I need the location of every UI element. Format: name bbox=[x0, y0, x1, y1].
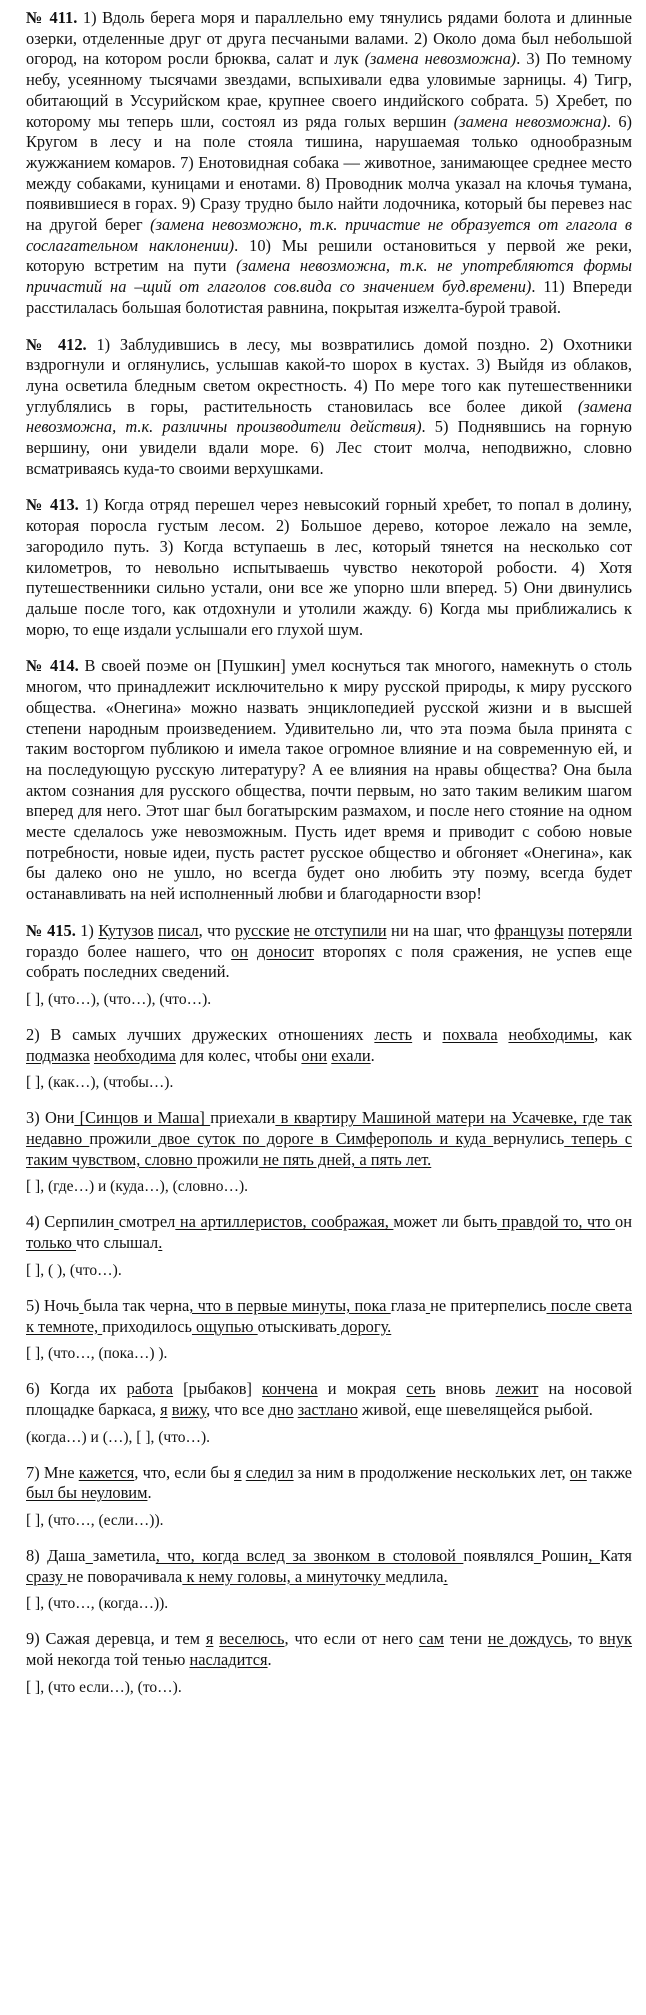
sentence-item bbox=[26, 1108, 632, 1170]
sentence-member: . bbox=[158, 1233, 163, 1253]
sentence-scheme: [ ], (что…, (когда…)). bbox=[26, 1595, 169, 1613]
sentence-member: сам bbox=[418, 1629, 444, 1649]
note: (замена невозможна) bbox=[453, 111, 607, 131]
sentence-member: не дождусь bbox=[487, 1629, 569, 1649]
sentence-member: он bbox=[569, 1462, 587, 1482]
text-fragment: не притерпелись bbox=[430, 1295, 547, 1315]
sentence-member: на артиллеристов, соображая, bbox=[175, 1212, 394, 1232]
text-fragment: . 6) Кругом в лесу и на поле стояла тишина, нарушаемая только однообразным жужжанием комаров. 7) Енотовидная собака — животное, занимающее среднее место между собаками, куницами и енотами. 8) Проводник молча указал на клочья тумана, появившиеся в горах. 9) Сразу трудно было найти лодочника, который бы перевез нас на другой берег bbox=[26, 111, 632, 235]
sentence-member: французы bbox=[494, 920, 564, 940]
sentence-scheme: [ ], ( ), (что…). bbox=[26, 1261, 122, 1279]
text-fragment: 1) Заблудившись в лесу, мы возвратились домой поздно. 2) Охотники вздрогнули и оглянулись, услышав какой-то шорох в кустах. 3) Выйдя из облаков, луна осветила бледным светом окрестность. 4) По мере того как путешественники углублялись в горы, растительность становилась все более дикой bbox=[26, 334, 632, 416]
text-fragment: может ли быть bbox=[393, 1212, 498, 1232]
exercise-413 bbox=[26, 495, 632, 640]
text-fragment: заметила bbox=[92, 1546, 156, 1566]
exercise-412 bbox=[26, 335, 632, 480]
sentence-item bbox=[26, 1629, 632, 1670]
sentence-member: он bbox=[231, 941, 249, 961]
text-fragment: не поворачивала bbox=[67, 1566, 183, 1586]
sentence-scheme: [ ], (где…) и (куда…), (словно…). bbox=[26, 1178, 249, 1196]
note: (замена невозможна) bbox=[364, 49, 517, 69]
exercise-number: № 413. bbox=[26, 495, 79, 515]
sentence-item bbox=[26, 1379, 632, 1420]
sentence-member: не отступили bbox=[293, 920, 387, 940]
sentence-scheme: (когда…) и (…), [ ], (что…). bbox=[26, 1428, 211, 1446]
sentence-member: двое суток по дороге в Симферополь и куда bbox=[151, 1129, 494, 1149]
sentence-scheme: [ ], (что…, (если…)). bbox=[26, 1512, 164, 1530]
sentence-member: работа bbox=[126, 1379, 174, 1399]
text-fragment: . bbox=[267, 1650, 272, 1670]
exercise-number: № 415. bbox=[26, 920, 76, 940]
text-fragment: , как bbox=[594, 1024, 632, 1044]
exercise-number: № 414. bbox=[26, 656, 79, 676]
exercise-415 bbox=[26, 921, 632, 1699]
sentence-member: теперь с таким чувством, словно bbox=[26, 1129, 632, 1169]
sentence-member: русские bbox=[234, 920, 290, 940]
text-fragment: он bbox=[615, 1212, 632, 1232]
text-fragment: , что bbox=[198, 920, 235, 940]
exercise-number: № 411. bbox=[26, 8, 78, 27]
text-fragment: , что если от него bbox=[284, 1629, 419, 1649]
text-fragment: для колес, чтобы bbox=[175, 1045, 302, 1065]
text-fragment: вернулись bbox=[493, 1129, 565, 1149]
text-fragment: , то bbox=[568, 1629, 600, 1649]
sentence-scheme: [ ], (как…), (чтобы…). bbox=[26, 1074, 174, 1092]
text-fragment: , что, если бы bbox=[134, 1462, 234, 1482]
text-fragment: была так черна bbox=[83, 1295, 190, 1315]
sentence-member: после света к темноте, bbox=[26, 1295, 632, 1336]
sentence-member: подмазка bbox=[26, 1045, 90, 1065]
sentence-member: кажется bbox=[78, 1462, 135, 1482]
text-fragment: также bbox=[586, 1462, 632, 1482]
exercise-415-items bbox=[26, 921, 632, 1699]
sentence-member: я bbox=[160, 1399, 168, 1419]
text-fragment: 6) Когда их bbox=[26, 1379, 127, 1399]
text-fragment: ни на шаг, что bbox=[386, 920, 495, 940]
text-fragment: 7) Мне bbox=[26, 1462, 79, 1482]
sentence-member: сеть bbox=[406, 1379, 436, 1399]
sentence-member: лесть bbox=[374, 1024, 413, 1044]
text-fragment: 1) Вдоль берега моря и параллельно ему тянулись рядами болота и длинные озерки, отделенные друг от друга песчаными валами. 2) Около дома был небольшой огород, на котором росли брюква, салат и лук bbox=[26, 8, 632, 69]
text-fragment: [рыбаков] bbox=[173, 1379, 263, 1399]
note: (замена невозможна, т.к. не употребляются формы причастий на –щий от глаголов сов.вида со значением буд.времени) bbox=[26, 256, 632, 297]
sentence-member: застлано bbox=[297, 1399, 358, 1419]
text-fragment: мой некогда той тенью bbox=[26, 1650, 190, 1670]
sentence-member: дорогу. bbox=[336, 1316, 392, 1336]
sentence-member: Кутузов bbox=[98, 920, 154, 940]
text-fragment bbox=[498, 1025, 509, 1044]
sentence-member: кончена bbox=[262, 1379, 318, 1399]
sentence-scheme: [ ], (что если…), (то…). bbox=[26, 1678, 182, 1696]
sentence-item bbox=[26, 1463, 632, 1504]
text-fragment: 9) Сажая деревца, и тем bbox=[26, 1629, 206, 1649]
text-fragment: Рошин bbox=[541, 1546, 589, 1566]
text-fragment: Катя bbox=[599, 1546, 632, 1566]
sentence-member: внук bbox=[599, 1629, 632, 1649]
text-fragment: 8) Даша bbox=[26, 1546, 86, 1566]
text-fragment: . 10) Мы решили остановиться у первой же реки, которую встретим на пути bbox=[26, 235, 632, 276]
text-fragment: и bbox=[412, 1024, 443, 1044]
sentence-member: необходима bbox=[93, 1045, 176, 1065]
sentence-member: необходимы bbox=[508, 1024, 595, 1044]
exercise-414 bbox=[26, 656, 632, 904]
sentence-item bbox=[26, 1212, 632, 1253]
sentence-member: вижу bbox=[171, 1399, 207, 1419]
sentence-member: я bbox=[205, 1629, 214, 1649]
exercise-411 bbox=[26, 8, 632, 319]
sentence-member: похвала bbox=[442, 1024, 498, 1044]
sentence-member: к нему головы, а минуточку bbox=[182, 1566, 386, 1586]
sentence-scheme: [ ], (что…, (пока…) ). bbox=[26, 1345, 168, 1363]
sentence-member: насладится bbox=[189, 1650, 268, 1670]
text-fragment: тени bbox=[444, 1629, 488, 1649]
sentence-member: , что в первые минуты, пока bbox=[189, 1295, 391, 1315]
text-fragment: живой, еще шевелящейся рыбой. bbox=[357, 1399, 593, 1419]
sentence-member: в квартиру Машиной матери на Усачевке, где так недавно bbox=[26, 1108, 632, 1149]
sentence-member: . bbox=[443, 1566, 448, 1586]
sentence-item bbox=[26, 921, 632, 983]
text-fragment: приходилось bbox=[102, 1316, 192, 1336]
sentence-item bbox=[26, 1546, 632, 1587]
exercise-text: 1) Когда отряд перешел через невысокий горный хребет, то попал в долину, которая поросла густым лесом. 2) Большое дерево, которое лежало на земле, загородило путь. 3) Когда вступаешь в лес, который тянется на несколько сот километров, то невольно испытываешь чувство некоторой робости. 4) Хотя путешественники сильно устали, они все же упорно шли вперед. 5) Они двинулись дальше после того, как отдохнули и утолили жажду. 6) Когда мы приближались к морю, то еще издали услышали его глухой шум. bbox=[26, 495, 632, 639]
text-fragment: приехали bbox=[210, 1108, 276, 1128]
sentence-member: веселюсь bbox=[219, 1629, 285, 1649]
text-fragment: 2) В самых лучших дружеских отношениях bbox=[26, 1024, 375, 1044]
text-fragment: 3) Они bbox=[26, 1108, 75, 1128]
text-fragment: медлила bbox=[385, 1566, 444, 1586]
text-fragment: , что все bbox=[206, 1399, 269, 1419]
text-fragment: появлялся bbox=[463, 1546, 534, 1566]
sentence-member: был бы неуловим bbox=[26, 1483, 148, 1503]
text-fragment: за ним в продолжение нескольких лет, bbox=[293, 1462, 570, 1482]
sentence-member: сразу bbox=[26, 1566, 68, 1586]
sentence-scheme: [ ], (что…), (что…), (что…). bbox=[26, 990, 212, 1008]
sentence-member: ощупью bbox=[191, 1316, 258, 1336]
sentence-item bbox=[26, 1296, 632, 1337]
text-fragment: . bbox=[147, 1483, 152, 1503]
sentence-member: правдой то, что bbox=[497, 1212, 616, 1232]
text-fragment: смотрел bbox=[118, 1212, 176, 1232]
sentence-member: [Синцов и Маша] bbox=[74, 1108, 211, 1128]
sentence-member: лежит bbox=[495, 1379, 539, 1399]
sentence-member: следил bbox=[245, 1462, 294, 1482]
text-fragment: . 5) Поднявшись на горную вершину, они увидели вдали море. 6) Лес стоит молча, неподвижно, словно всматриваясь куда-то своими верхушками. bbox=[26, 417, 632, 478]
text-fragment: и мокрая bbox=[317, 1379, 407, 1399]
exercise-text: В своей поэме он [Пушкин] умел коснуться так многого, намекнуть о столь многом, что принадлежит исключительно к миру русской природы, к миру русского общества. «Онегина» можно назвать энциклопедией русской жизни и в высшей степени народным произведением. Удивительно ли, что эта поэма была принята с таким восторгом публикою и имела такое огромное влияние и на современную ей, и на последующую русскую литературу? А ее влияния на нравы общества? Она была актом сознания для русского общества, почти первым, но зато таким великим шагом вперед для него. Этот шаг был богатырским размахом, и после него стояние на одном месте сделалось уже невозможным. Пусть идет время и приводит с собою новые потребности, новые идеи, пусть растет русское общество и обгоняет «Онегина», как бы далеко оно не ушло, но всегда будет оно любить эту поэму, всегда будет останавливать на ней исполненный любви и благодарности взор! bbox=[26, 656, 632, 904]
sentence-member: они bbox=[301, 1045, 328, 1065]
text-fragment: . 3) По темному небу, усеянному тысячами звездами, вспыхивали едва уловимые зарницы. 4) Тигр, обитающий в Уссурийском крае, крупнее своего индийского собрата. 5) Хребет, по которому мы теперь шли, состоял из ряда голых вершин bbox=[26, 49, 633, 131]
text-fragment: что слышал bbox=[76, 1233, 159, 1253]
text-fragment: глаза bbox=[390, 1295, 426, 1315]
sentence-member: писал bbox=[157, 920, 199, 940]
text-fragment: гораздо более нашего, что bbox=[26, 941, 232, 961]
sentence-member: доносит bbox=[256, 941, 315, 961]
note: (замена невозможно, т.к. причастие не образуется от глагола в сослагательном наклонении) bbox=[26, 215, 632, 255]
sentence-member bbox=[85, 1546, 92, 1565]
sentence-member: я bbox=[234, 1462, 242, 1482]
text-fragment: вновь bbox=[435, 1379, 496, 1399]
text-fragment: 5) Ночь bbox=[26, 1295, 80, 1315]
text-fragment bbox=[248, 942, 257, 961]
text-fragment: 1) bbox=[75, 920, 99, 940]
note: (замена невозможна, т.к. различны производители действия) bbox=[26, 396, 632, 437]
text-fragment: . 11) Впереди расстилалась большая болотистая равнина, покрытая изжелта-бурой травой. bbox=[26, 277, 632, 317]
sentence-member: не пять дней, а пять лет. bbox=[258, 1149, 432, 1169]
text-fragment: прожили bbox=[196, 1149, 259, 1169]
sentence-member: , что, когда вслед за звонком в столовой bbox=[155, 1546, 464, 1566]
sentence-member: , bbox=[588, 1546, 600, 1566]
text-fragment: на носовой площадке баркаса, bbox=[26, 1379, 633, 1419]
sentence-member: ехали bbox=[331, 1045, 371, 1065]
text-fragment: второпях с поля сражения, не успев еще собрать последних сведений. bbox=[26, 941, 632, 982]
text-fragment: отыскивать bbox=[257, 1316, 337, 1336]
text-fragment: . bbox=[370, 1045, 375, 1065]
sentence-member: потеряли bbox=[568, 920, 632, 940]
text-fragment: 4) Серпилин bbox=[26, 1212, 115, 1232]
sentence-item bbox=[26, 1025, 632, 1066]
sentence-member: дно bbox=[268, 1399, 294, 1419]
text-fragment: прожили bbox=[89, 1129, 152, 1149]
sentence-member: только bbox=[26, 1233, 77, 1253]
exercise-number: № 412. bbox=[26, 334, 87, 354]
